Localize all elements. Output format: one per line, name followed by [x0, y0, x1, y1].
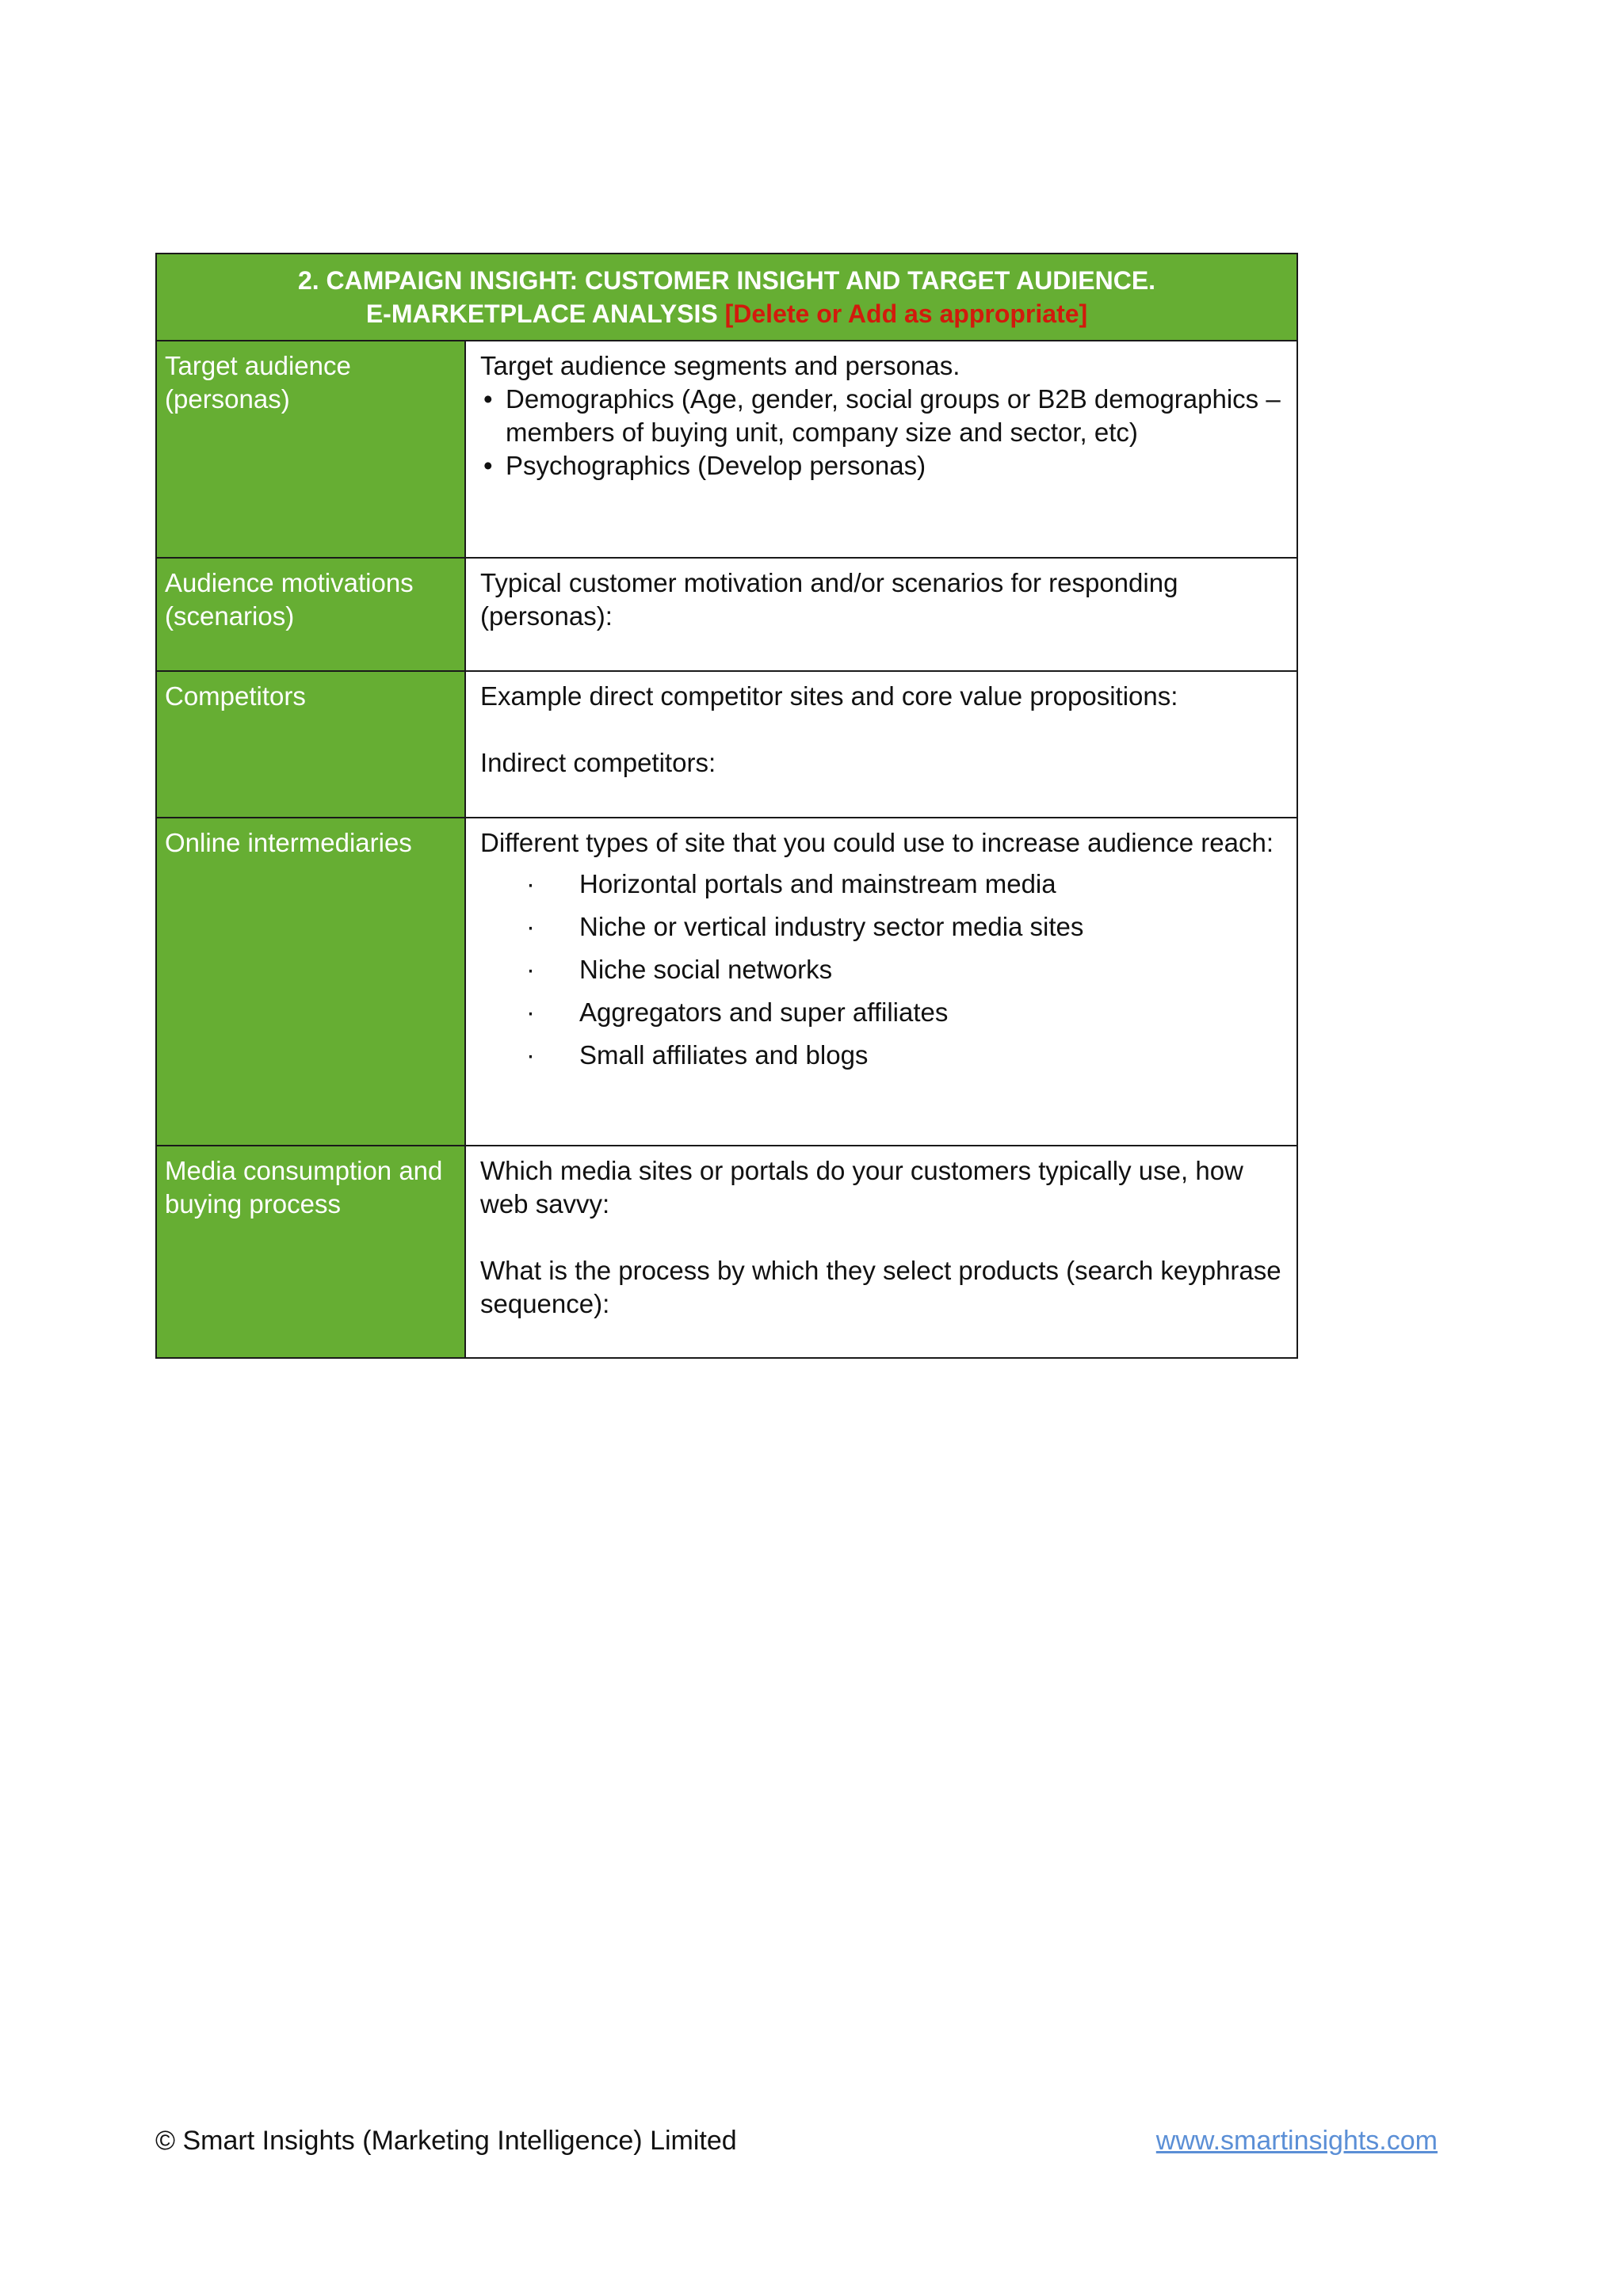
list-item: [480, 996, 1282, 1029]
bullet-text: Demographics (Age, gender, social groups or B2B demographics – members of buying unit, company size and sector, etc): [506, 384, 1281, 447]
item-text: Aggregators and super affiliates: [579, 997, 949, 1027]
item-text: Horizontal portals and mainstream media: [579, 869, 1056, 898]
header-title-line1: 2. CAMPAIGN INSIGHT: CUSTOMER INSIGHT AND TARGET AUDIENCE.: [297, 266, 1156, 295]
header-title-line2: E-MARKETPLACE ANALYSIS: [365, 299, 718, 328]
competitors-indirect-text: Indirect competitors:: [480, 748, 716, 777]
intermediaries-intro: Different types of site that you could use to increase audience reach:: [480, 828, 1274, 857]
target-bullet-list: [480, 383, 1282, 482]
motivations-text: Typical customer motivation and/or scenarios for responding (personas):: [480, 568, 1178, 631]
header-title-line2-wrap: [173, 297, 1281, 330]
table-row: [156, 818, 1297, 1146]
intermediaries-list: [480, 868, 1282, 1072]
campaign-insight-table: [155, 253, 1298, 1359]
list-item: [480, 449, 1282, 482]
item-text: Niche social networks: [579, 955, 833, 984]
table-row: [156, 671, 1297, 818]
table-row: [156, 341, 1297, 558]
row-content-target-audience[interactable]: [465, 341, 1297, 558]
header-note: [Delete or Add as appropriate]: [724, 299, 1088, 328]
row-content-audience-motivations[interactable]: [465, 558, 1297, 671]
media-process-text: What is the process by which they select products (search keyphrase sequence):: [480, 1256, 1281, 1318]
footer-website-link[interactable]: www.smartinsights.com: [1155, 2126, 1438, 2156]
middle-dot-icon: ·: [526, 1040, 535, 1070]
row-label-competitors: Competitors: [156, 671, 465, 818]
middle-dot-icon: ·: [526, 869, 535, 898]
table-row: [156, 1146, 1297, 1358]
bullet-icon: •: [483, 384, 493, 414]
item-text: Small affiliates and blogs: [579, 1040, 869, 1070]
row-label-target-audience: Target audience (personas): [156, 341, 465, 558]
competitors-direct-text: Example direct competitor sites and core value propositions:: [480, 681, 1178, 711]
footer-copyright: © Smart Insights (Marketing Intelligence) Limited: [155, 2126, 737, 2156]
middle-dot-icon: ·: [526, 912, 535, 941]
media-sites-text: Which media sites or portals do your customers typically use, how web savvy:: [480, 1156, 1243, 1219]
table-header: [156, 254, 1297, 341]
list-item: [480, 383, 1282, 449]
middle-dot-icon: ·: [526, 997, 535, 1027]
target-intro: Target audience segments and personas.: [480, 351, 960, 380]
bullet-text: Psychographics (Develop personas): [506, 451, 926, 480]
middle-dot-icon: ·: [526, 955, 535, 984]
table-row: [156, 558, 1297, 671]
list-item: [480, 1039, 1282, 1072]
list-item: [480, 953, 1282, 986]
row-label-audience-motivations: Audience motivations (scenarios): [156, 558, 465, 671]
row-content-online-intermediaries[interactable]: [465, 818, 1297, 1146]
row-content-competitors[interactable]: [465, 671, 1297, 818]
list-item: [480, 910, 1282, 944]
row-content-media-consumption[interactable]: [465, 1146, 1297, 1358]
bullet-icon: •: [483, 451, 493, 480]
list-item: [480, 868, 1282, 901]
item-text: Niche or vertical industry sector media sites: [579, 912, 1084, 941]
row-label-media-consumption: Media consumption and buying process: [156, 1146, 465, 1358]
row-label-online-intermediaries: Online intermediaries: [156, 818, 465, 1146]
